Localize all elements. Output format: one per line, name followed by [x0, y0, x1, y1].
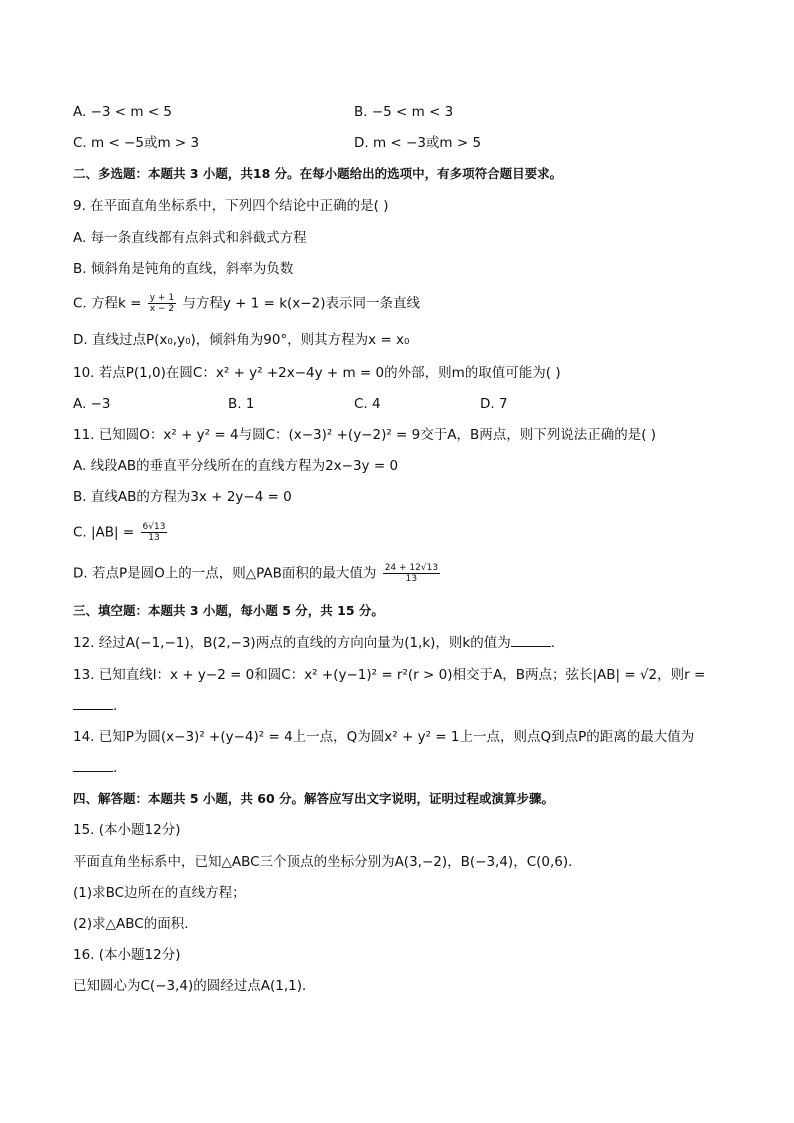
section-fill-in-heading: 三、填空题：本题共 3 小题，每小题 5 分，共 15 分。: [73, 603, 384, 618]
fraction-denominator: 13: [148, 533, 160, 543]
q13-period: .: [113, 698, 118, 714]
fraction-denominator: x − 2: [149, 304, 175, 314]
fraction-numerator: y + 1: [149, 293, 175, 303]
q9-option-b: B. 倾斜角是钝角的直线，斜率为负数: [73, 261, 294, 277]
q9-stem: 9. 在平面直角坐标系中，下列四个结论中正确的是( ): [73, 198, 389, 214]
q8-option-c: C. m < −5或m > 3: [73, 135, 200, 151]
fraction-denominator: 13: [405, 574, 418, 584]
q14-answer-blank: [73, 759, 113, 772]
q12-answer-blank: [511, 634, 551, 647]
q11-option-c-prefix: C. |AB| =: [73, 524, 135, 541]
q11-option-d-fraction: [383, 563, 440, 584]
fraction-numerator: 6√13: [142, 522, 166, 532]
q15-part-2: (2)求△ABC的面积．: [73, 916, 198, 932]
section-multiple-choice-heading: 二、多选题：本题共 3 小题，共18 分。在每小题给出的选项中，有多项符合题目要求。: [73, 166, 563, 181]
q8-option-d: D. m < −3或m > 5: [354, 135, 482, 151]
q9-option-c-fraction: [148, 293, 176, 314]
fraction-numerator: 24 + 12√13: [384, 563, 439, 573]
q11-option-d-prefix: D. 若点P是圆O上的一点，则△PAB面积的最大值为: [73, 565, 377, 582]
q13-stem: 13. 已知直线l：x + y−2 = 0和圆C：x² +(y−1)² = r²(r > 0)相交于A，B两点；弦长|AB| = √2，则r =: [73, 667, 706, 683]
q13-answer-blank: [73, 697, 113, 710]
q15-heading: 15. (本小题12分): [73, 822, 181, 838]
q12-period: .: [550, 635, 556, 651]
q16-stem: 已知圆心为C(−3,4)的圆经过点A(1,1)．: [73, 978, 316, 994]
q11-option-d: [73, 563, 442, 584]
q16-heading: 16. (本小题12分): [73, 947, 181, 963]
q10-option-c: C. 4: [354, 396, 381, 412]
q15-part-1: (1)求BC边所在的直线方程；: [73, 885, 246, 901]
q11-option-a: A. 线段AB的垂直平分线所在的直线方程为2x−3y = 0: [73, 458, 399, 474]
q10-option-d: D. 7: [480, 396, 508, 412]
q11-option-c-fraction: [141, 522, 168, 543]
q14-answer-line: [73, 759, 117, 777]
q9-option-c-suffix: 与方程y + 1 = k(x−2)表示同一条直线: [182, 295, 420, 312]
q11-option-c: [73, 522, 169, 543]
q11-option-b: B. 直线AB的方程为3x + 2y−4 = 0: [73, 489, 292, 505]
q10-stem: 10. 若点P(1,0)在圆C：x² + y² +2x−4y + m = 0的外部，则m的取值可能为( ): [73, 365, 561, 381]
section-solution-heading: 四、解答题：本题共 5 小题，共 60 分。解答应写出文字说明，证明过程或演算步骤。: [73, 791, 555, 806]
q15-stem: 平面直角坐标系中，已知△ABC三个顶点的坐标分别为A(3,−2)，B(−3,4)，C(0,6)．: [73, 854, 582, 870]
q14-stem: 14. 已知P为圆(x−3)² +(y−4)² = 4上一点，Q为圆x² + y² = 1上一点，则点Q到点P的距离的最大值为: [73, 729, 695, 745]
q8-option-b: B. −5 < m < 3: [354, 104, 454, 120]
q8-option-a: A. −3 < m < 5: [73, 104, 173, 120]
q9-option-d: D. 直线过点P(x₀,y₀)，倾斜角为90°，则其方程为x = x₀: [73, 332, 410, 348]
q12-stem: [73, 634, 555, 652]
q11-stem: 11. 已知圆O：x² + y² = 4与圆C：(x−3)² +(y−2)² = 9交于A，B两点，则下列说法正确的是( ): [73, 427, 657, 443]
q9-option-c: [73, 293, 420, 314]
q10-option-a: A. −3: [73, 396, 111, 412]
q13-answer-line: [73, 697, 117, 715]
q10-option-b: B. 1: [228, 396, 255, 412]
q9-option-c-prefix: C. 方程k =: [73, 295, 142, 312]
q9-option-a: A. 每一条直线都有点斜式和斜截式方程: [73, 230, 307, 246]
q14-period: .: [113, 760, 118, 776]
q12-text: 12. 经过A(−1,−1)，B(2,−3)两点的直线的方向向量为(1,k)，则k的值为: [73, 635, 511, 651]
